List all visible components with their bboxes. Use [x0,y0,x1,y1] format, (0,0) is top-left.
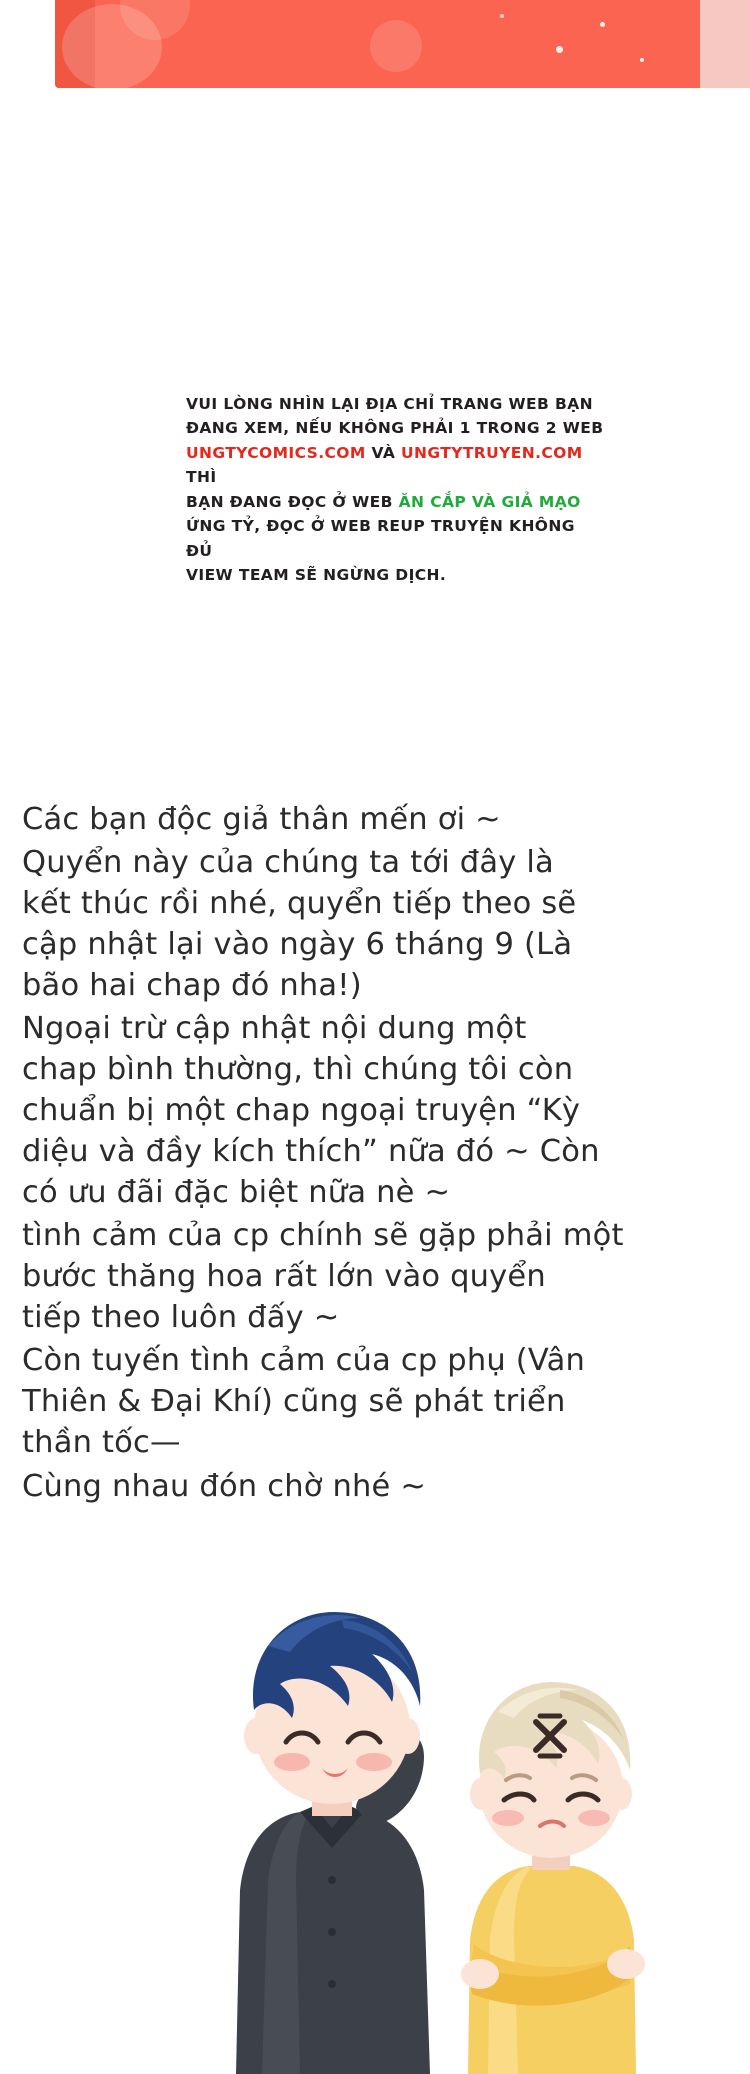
note-line: thần tốc— [22,1425,181,1461]
top-banner [0,0,750,88]
banner-blob-icon [370,20,422,72]
note-line: chap bình thường, thì chúng tôi còn [22,1052,574,1088]
note-line: bước thăng hoa rất lớn vào quyển [22,1259,546,1295]
note-line: tình cảm của cp chính sẽ gặp phải một [22,1218,624,1254]
notice-site-2: UNGTYTRUYEN.COM [401,443,583,462]
note-line: kết thúc rồi nhé, quyển tiếp theo sẽ [22,886,577,922]
note-line: Ngoại trừ cập nhật nội dung một [22,1011,527,1047]
sparkle-icon [556,46,563,53]
right-character-hand [607,1949,645,1979]
notice-line-3-tail: THÌ [186,468,217,487]
chibi-illustration [0,1560,750,2074]
notice-line-5: ỨNG TỶ, ĐỌC Ở WEB REUP TRUYỆN KHÔNG ĐỦ [186,517,575,560]
banner-soft-pink-edge [700,0,750,88]
notice-line-6: VIEW TEAM SẼ NGỪNG DỊCH. [186,566,447,585]
notice-warning-phrase: ĂN CẮP VÀ GIẢ MẠO [398,492,581,511]
right-character-hand [461,1959,499,1989]
right-chibi-character [461,1682,645,2074]
note-line: Cùng nhau đón chờ nhé ~ [22,1468,427,1504]
notice-line-2: ĐANG XEM, NẾU KHÔNG PHẢI 1 TRONG 2 WEB [186,419,604,438]
sparkle-icon [500,14,504,18]
notice-site-1: UNGTYCOMICS.COM [186,443,366,462]
right-character-blush [492,1810,524,1826]
shirt-button [328,1876,336,1884]
shirt-button [328,1980,336,1988]
site-warning-notice [186,392,606,588]
note-line: có ưu đãi đặc biệt nữa nè ~ [22,1175,451,1211]
sparkle-icon [600,22,605,27]
left-character-ear [244,1718,268,1754]
note-line: Còn tuyến tình cảm của cp phụ (Vân [22,1343,586,1379]
notice-line-4: BẠN ĐANG ĐỌC Ở WEB [186,492,393,511]
left-chibi-character [236,1612,430,2074]
chibi-illustration-svg [0,1560,750,2074]
left-character-ear [396,1718,420,1754]
left-character-blush [356,1753,392,1771]
author-note [22,800,734,1508]
note-line: Các bạn độc giả thân mến ơi ~ [22,802,501,837]
right-character-blush [578,1810,610,1826]
note-line: diệu và đầy kích thích” nữa đó ~ Còn [22,1134,600,1170]
right-character-ear [470,1778,492,1810]
right-character-ear [610,1778,632,1810]
note-line: cập nhật lại vào ngày 6 tháng 9 (Là [22,927,573,963]
note-line: Quyển này của chúng ta tới đây là [22,845,554,881]
sparkle-icon [640,58,644,62]
notice-line-1: VUI LÒNG NHÌN LẠI ĐỊA CHỈ TRANG WEB BẠN [186,395,593,413]
shirt-button [328,1928,336,1936]
note-line: Thiên & Đại Khí) cũng sẽ phát triển [22,1384,566,1420]
left-character-blush [274,1753,310,1771]
note-line: tiếp theo luôn đấy ~ [22,1300,340,1336]
note-line: bão hai chap đó nha!) [22,968,362,1004]
note-line: chuẩn bị một chap ngoại truyện “Kỳ [22,1093,581,1129]
notice-conjunction: VÀ [371,443,396,462]
